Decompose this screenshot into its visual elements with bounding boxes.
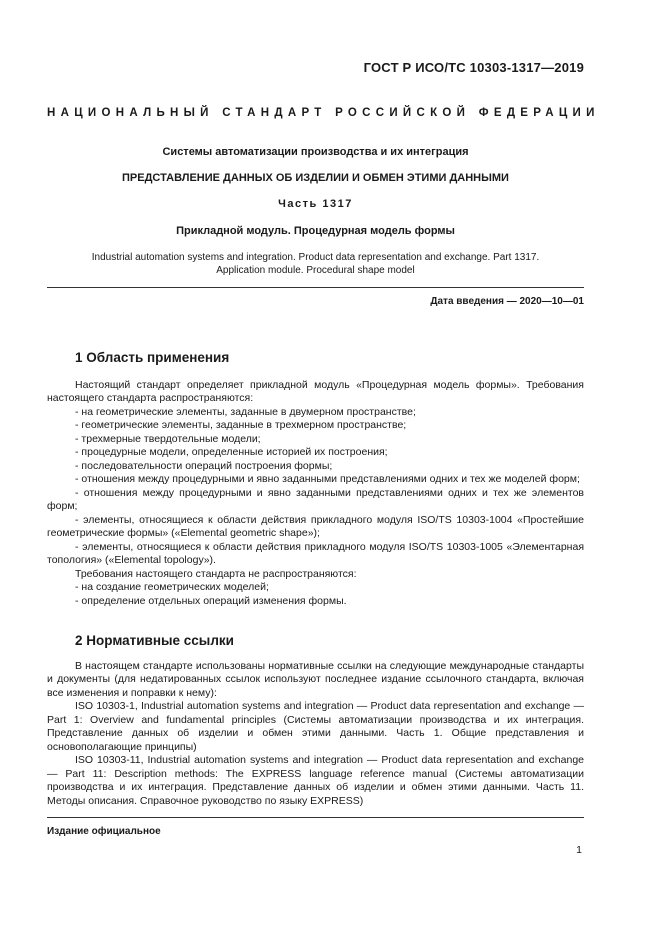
reference-item: ISO 10303-11, Industrial automation systems and integration — Product data representation and exchange — Part 11: Description methods: The EXPRESS language reference manual (Системы автоматизации производства и их интеграция. Представление данных об изделии и обмен этими данными. Часть 11. Методы описания. Справочное руководство по языку EXPRESS) (47, 754, 584, 807)
footer-divider (47, 817, 584, 818)
module-title: Прикладной модуль. Процедурная модель формы (176, 225, 455, 237)
list-item: - последовательности операций построения формы; (75, 459, 333, 472)
english-title: Industrial automation systems and integration. Product data representation and exchange. Part 1317. Application module. Procedural shape model (91, 252, 540, 276)
list-item: - на геометрические элементы, заданные в двумерном пространстве; (75, 405, 416, 418)
series-title: Системы автоматизации производства и их интеграция (162, 146, 469, 158)
edition-label: Издание официальное (47, 826, 161, 837)
list-item: - на создание геометрических моделей; (75, 581, 269, 593)
list-item: - элементы, относящиеся к области действия прикладного модуля ISO/TS 10303-1005 «Элементарная топология» («Elemental topology»). (47, 540, 584, 566)
standard-code: ГОСТ Р ИСО/ТС 10303-1317—2019 (363, 60, 584, 75)
part-number: Часть 1317 (278, 198, 353, 210)
list-item: - трехмерные твердотельные модели; (75, 432, 261, 445)
section-1 (47, 351, 584, 608)
section-1-heading: 1 Область применения (75, 350, 230, 365)
list-item: - процедурные модели, определенные историей их построения; (75, 446, 388, 458)
section-1-intro: Настоящий стандарт определяет прикладной модуль «Процедурная модель формы». Требования настоящего стандарта распространяются: (47, 378, 584, 404)
section-2 (47, 634, 584, 808)
list-item: - элементы, относящиеся к области действия прикладного модуля ISO/TS 10303-1004 «Простейшие геометрические формы» («Elemental geometric shape»); (47, 513, 584, 539)
page-number: 1 (576, 844, 582, 856)
title-divider (47, 287, 584, 288)
national-standard-title: НАЦИОНАЛЬНЫЙ СТАНДАРТ РОССИЙСКОЙ ФЕДЕРАЦИИ (47, 107, 600, 119)
exclusions-intro: Требования настоящего стандарта не распространяются: (75, 567, 357, 580)
reference-item: ISO 10303-1, Industrial automation systems and integration — Product data representation and exchange — Part 1: Overview and fundamental principles (Системы автоматизации производства и их интеграция. Представление данных об изделии и обмен этими данными. Часть 1. Общие представления и основополагающие принципы) (47, 700, 584, 753)
list-item: - геометрические элементы, заданные в трехмерном пространстве; (75, 419, 407, 431)
section-2-intro: В настоящем стандарте использованы нормативные ссылки на следующие международные стандарты и документы (для недатированных ссылок используют последнее издание ссылочного стандарта, включая все изменения и поправки к нему): (47, 659, 584, 699)
list-item: - определение отдельных операций изменения формы. (75, 594, 347, 607)
effective-date: Дата введения — 2020—10—01 (430, 296, 584, 307)
section-2-heading: 2 Нормативные ссылки (75, 633, 234, 648)
main-title: ПРЕДСТАВЛЕНИЕ ДАННЫХ ОБ ИЗДЕЛИИ И ОБМЕН ЭТИМИ ДАННЫМИ (122, 172, 509, 184)
list-item: - отношения между процедурными и явно заданными представлениями одних и тех же моделей форм; (75, 473, 580, 485)
list-item: - отношения между процедурными и явно заданными представлениями одних и тех же элементов форм; (47, 486, 584, 512)
